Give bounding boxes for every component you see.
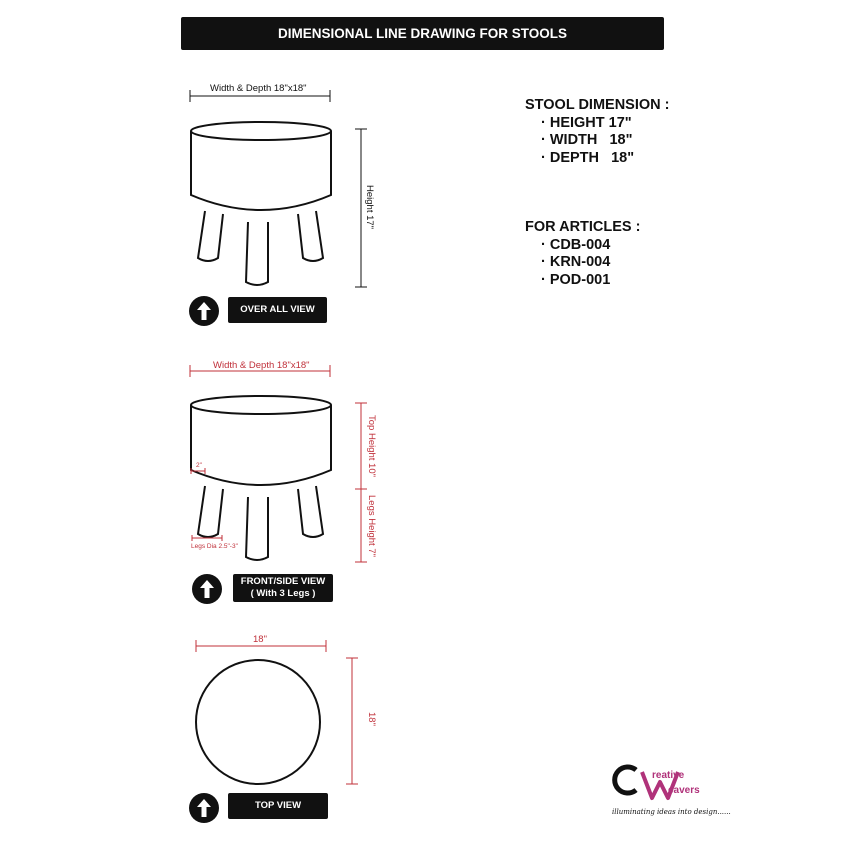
up-arrow-icon	[192, 574, 222, 604]
front-view-label-line2: ( With 3 Legs )	[250, 588, 316, 599]
articles-heading: FOR ARTICLES :	[525, 219, 641, 235]
spec-height: · HEIGHT 17"	[541, 114, 632, 131]
top-depth-label: 18"	[366, 712, 377, 726]
article-item: · CDB-004	[541, 236, 611, 253]
stool-dimension-heading: STOOL DIMENSION :	[525, 97, 670, 113]
front-legs-height-label: Legs Height 7"	[366, 495, 377, 557]
article-item: · POD-001	[541, 271, 611, 288]
spec-depth: · DEPTH 18"	[541, 149, 635, 166]
top-view-label	[228, 793, 328, 819]
front-view-label-line1: FRONT/SIDE VIEW	[240, 576, 326, 588]
brand-name-line1: reative	[652, 770, 685, 781]
top-width-label: 18"	[253, 634, 267, 645]
article-item: · KRN-004	[541, 254, 611, 270]
top-view-label-text: TOP VIEW	[254, 800, 302, 812]
brand-name-line2: eavers	[668, 785, 700, 796]
front-legs-dia-label: Legs Dia 2.5"-3"	[191, 543, 238, 550]
overall-width-depth-label: Width & Depth 18"x18"	[210, 83, 307, 94]
overall-view-drawing	[190, 90, 367, 287]
spec-width: · WIDTH 18"	[541, 132, 633, 148]
front-view-dimensions	[190, 365, 367, 562]
overall-view-button[interactable]	[189, 296, 219, 326]
front-view-drawing	[191, 396, 331, 560]
brand-tagline: illuminating ideas into design......	[612, 808, 731, 816]
front-width-depth-label: Width & Depth 18"x18"	[213, 360, 310, 371]
front-view-button[interactable]	[192, 574, 222, 604]
page-title: DIMENSIONAL LINE DRAWING FOR STOOLS	[181, 17, 664, 50]
top-view-dimensions	[196, 640, 358, 784]
overall-view-label-text: OVER ALL VIEW	[240, 304, 315, 316]
overall-height-label: Height 17"	[364, 185, 375, 230]
up-arrow-icon	[189, 296, 219, 326]
front-top-height-label: Top Height 10"	[366, 415, 377, 477]
up-arrow-icon	[189, 793, 219, 823]
top-view-button[interactable]	[189, 793, 219, 823]
overall-view-label	[228, 297, 327, 323]
front-view-label	[233, 574, 333, 602]
top-view-drawing	[196, 660, 320, 784]
front-leg-inset-label: 2"	[196, 462, 202, 469]
articles-block	[525, 219, 640, 289]
stool-dimension-block	[525, 97, 669, 167]
